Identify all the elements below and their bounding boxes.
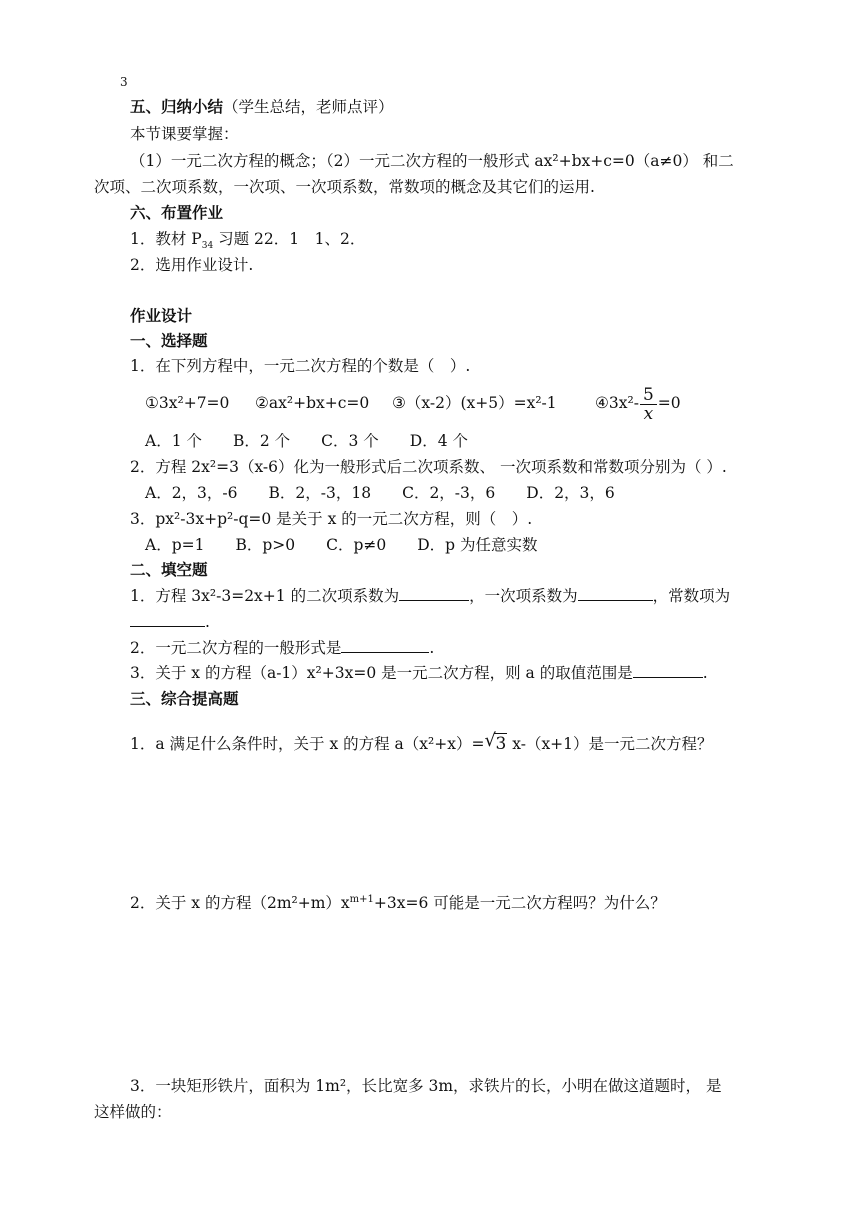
choice-q1-option-3: ③（x-2）(x+5）=x²-1 (392, 394, 557, 412)
choice-q3-answers: A．p=1 B．p>0 C．p≠0 D．p 为任意实数 (145, 536, 538, 554)
adv-q1-post: x-（x+1）是一元二次方程？ (512, 735, 713, 753)
fill-question-1 (130, 586, 730, 606)
choice-q1-option-1: ①3x²+7=0 (145, 394, 230, 412)
choice-question-1: 1．在下列方程中，一元二次方程的个数是（ ）. (130, 357, 471, 375)
summary-intro: 本节课要掌握： (130, 125, 239, 143)
homework-heading: 六、布置作业 (130, 203, 224, 222)
radicand: 3 (495, 734, 507, 754)
summary-line-1: （1）一元二次方程的概念；（2）一元二次方程的一般形式 ax²+bx+c=0（a≠0） 和二 (130, 152, 734, 170)
summary-line-2: 次项、二次项系数，一次项、一次项系数，常数项的概念及其它们的运用. (94, 178, 595, 196)
fill-question-3 (130, 663, 708, 683)
advanced-question-1 (130, 731, 713, 757)
fill-q1-part-c: ，常数项为 (652, 587, 731, 605)
square-root (484, 731, 507, 757)
choice-q1-option-2: ②ax²+bx+c=0 (255, 394, 370, 412)
fill-q3-part-b: . (702, 664, 708, 682)
homework-item-1-pre: 1．教材 P (130, 230, 202, 248)
fill-section-heading: 二、填空题 (130, 560, 208, 579)
choice-q1-answers: A．1 个 B．2 个 C．3 个 D．4 个 (145, 432, 469, 450)
choice-q2-answers: A．2，3，-6 B．2，-3，18 C．2，-3，6 D．2，3，6 (145, 484, 615, 502)
page-subscript: 34 (201, 241, 214, 252)
advanced-section-heading: 三、综合提高题 (130, 689, 239, 708)
choice-section-heading: 一、选择题 (130, 331, 208, 350)
summary-heading-line (130, 97, 394, 117)
choice-question-2: 2．方程 2x²=3（x-6）化为一般形式后二次项系数、 一次项系数和常数项分别为（ ）. (130, 458, 727, 476)
summary-heading-note: （学生总结，老师点评） (223, 98, 394, 116)
fill-q1-part-d: . (205, 613, 210, 631)
choice-q1-option-4 (595, 380, 681, 426)
answer-blank (130, 612, 205, 627)
advanced-question-2 (130, 893, 666, 913)
fill-q1-part-b: ，一次项系数为 (469, 587, 578, 605)
fill-question-1-cont (130, 612, 210, 632)
fill-q1-part-a: 1．方程 3x²-3=2x+1 的二次项系数为 (130, 587, 400, 605)
answer-blank (341, 638, 429, 653)
answer-blank (399, 586, 469, 601)
choice-question-3: 3．px²-3x+p²-q=0 是关于 x 的一元二次方程，则（ ）. (130, 510, 533, 528)
fraction (640, 386, 657, 423)
option-4-pre: ④3x²- (595, 394, 639, 412)
fill-question-2 (130, 638, 434, 658)
radical-sign-icon: √ (484, 730, 496, 751)
exponent: m+1 (349, 893, 374, 905)
answer-blank (633, 663, 703, 678)
fill-q2-part-a: 2．一元二次方程的一般形式是 (130, 639, 342, 657)
fraction-denominator: x (643, 403, 654, 424)
homework-item-1-post: 习题 22．1 1、2． (213, 230, 366, 248)
fill-q3-part-a: 3．关于 x 的方程（a-1）x²+3x=0 是一元二次方程，则 a 的取值范围是 (130, 664, 633, 682)
advanced-question-3-line-2: 这样做的： (94, 1103, 172, 1121)
page-number: 3 (120, 75, 128, 89)
adv-q2-pre: 2．关于 x 的方程（2m²+m）x (130, 894, 350, 912)
homework-item-1 (130, 229, 366, 252)
option-4-post: =0 (657, 394, 681, 412)
fraction-numerator: 5 (640, 386, 657, 405)
answer-blank (578, 586, 653, 601)
homework-item-2: 2．选用作业设计. (130, 256, 254, 274)
adv-q2-post: +3x=6 可能是一元二次方程吗？为什么？ (373, 894, 666, 912)
exercise-title: 作业设计 (130, 306, 193, 325)
fill-q2-part-b: . (429, 639, 435, 657)
adv-q1-pre: 1．a 满足什么条件时，关于 x 的方程 a（x²+x）= (130, 735, 485, 753)
summary-heading: 五、归纳小结 (130, 97, 224, 116)
advanced-question-3-line-1: 3．一块矩形铁片，面积为 1m²，长比宽多 3m，求铁片的长，小明在做这道题时， 是 (130, 1077, 722, 1095)
